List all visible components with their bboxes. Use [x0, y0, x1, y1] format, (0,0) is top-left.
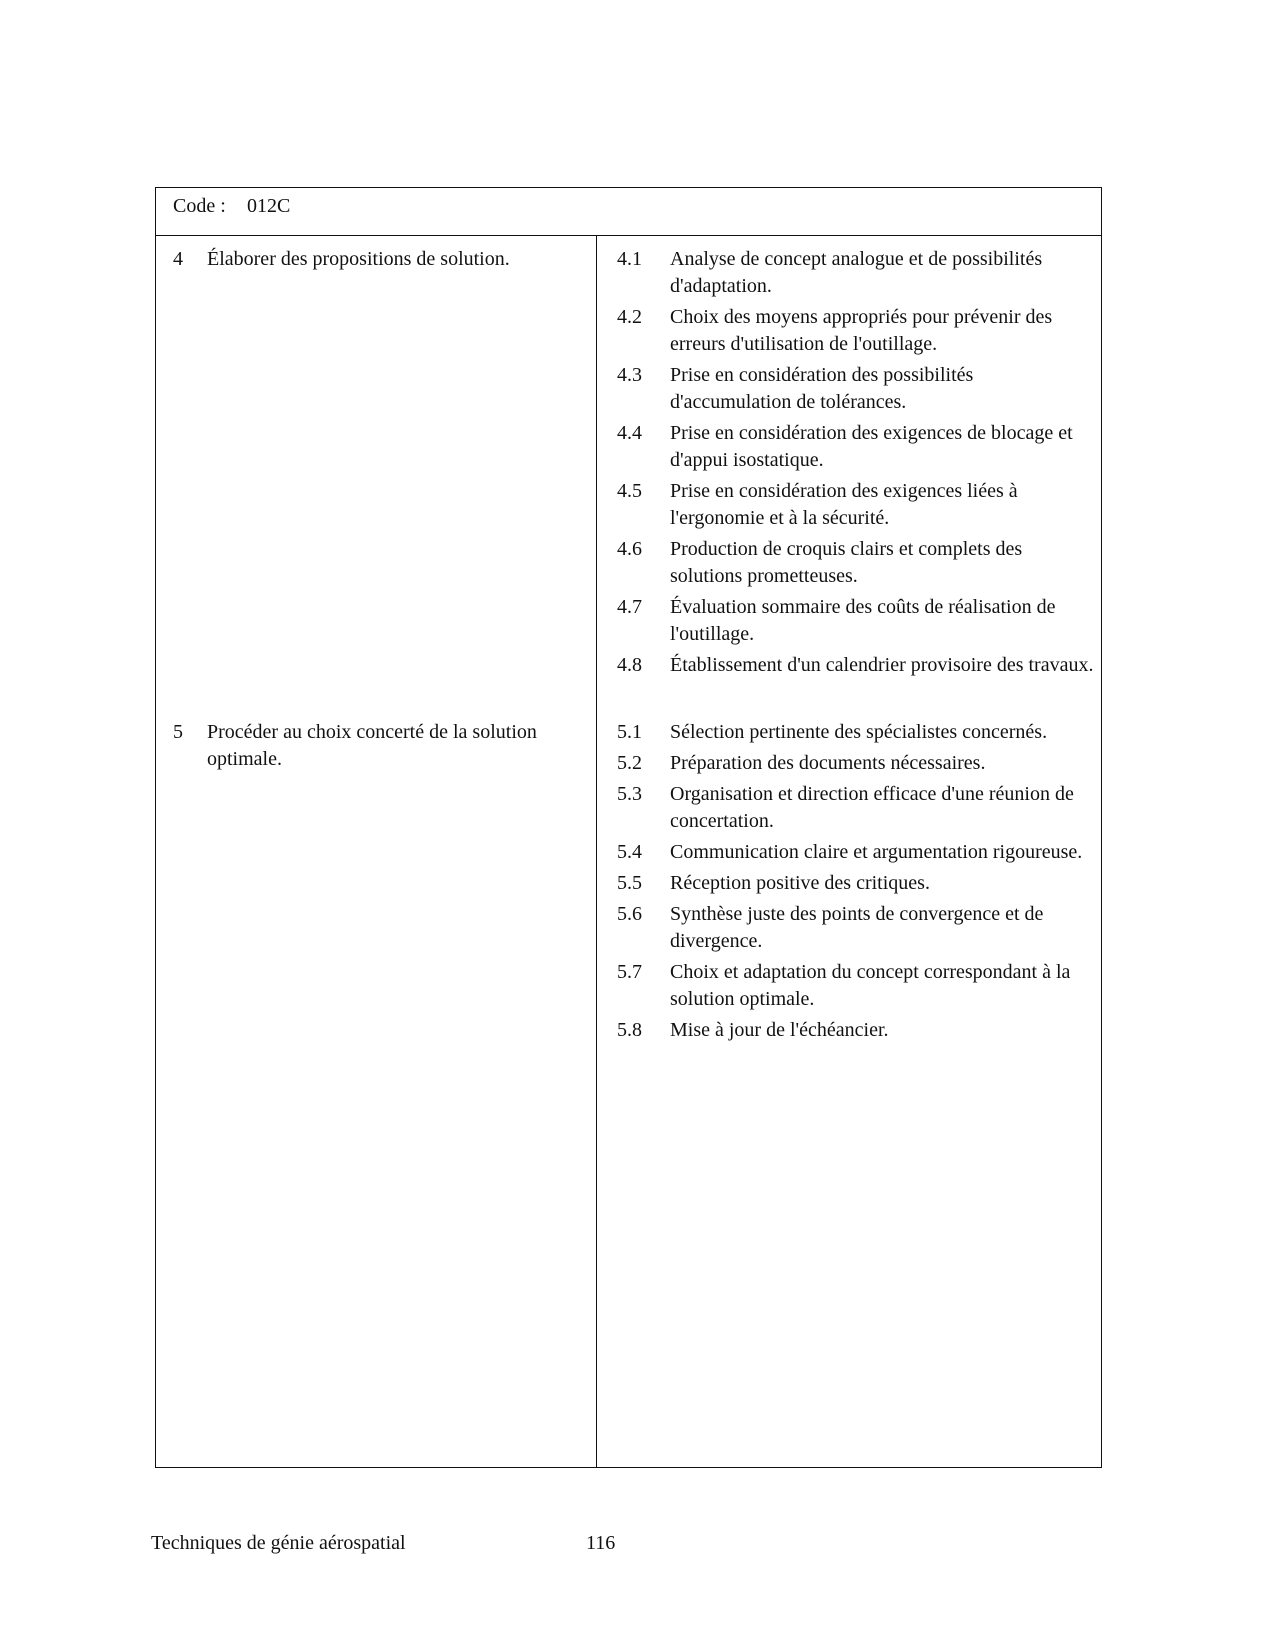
criterion-5-6	[617, 901, 1097, 955]
criterion-number: 5.7	[617, 961, 642, 983]
criterion-number: 4.1	[617, 248, 642, 270]
criterion-text: Sélection pertinente des spécialistes concernés.	[670, 721, 1048, 743]
criterion-5-3	[617, 781, 1097, 835]
criterion-number: 5.6	[617, 903, 642, 925]
criterion-4-7	[617, 594, 1097, 648]
criterion-text: Prise en considération des exigences liées à l'ergonomie et à la sécurité.	[670, 480, 1018, 529]
column-divider	[596, 236, 597, 1468]
code-label: Code :	[173, 195, 226, 217]
criterion-5-8	[617, 1017, 1097, 1044]
criterion-text: Production de croquis clairs et complets des solutions prometteuses.	[670, 538, 1023, 587]
criterion-number: 5.2	[617, 752, 642, 774]
criterion-text: Organisation et direction efficace d'une réunion de concertation.	[670, 783, 1074, 832]
criterion-text: Analyse de concept analogue et de possibilités d'adaptation.	[670, 248, 1043, 297]
criterion-number: 4.4	[617, 422, 642, 444]
criterion-number: 4.3	[617, 364, 642, 386]
criterion-4-3	[617, 362, 1097, 416]
criterion-number: 4.5	[617, 480, 642, 502]
criterion-text: Prise en considération des possibilités d'accumulation de tolérances.	[670, 364, 974, 413]
criteria-list-5	[617, 719, 1097, 1048]
criterion-number: 4.6	[617, 538, 642, 560]
code-value: 012C	[247, 195, 291, 217]
criteria-list-4	[617, 246, 1097, 683]
criterion-4-2	[617, 304, 1097, 358]
criterion-text: Réception positive des critiques.	[670, 872, 930, 894]
competency-table	[155, 187, 1102, 1468]
criterion-4-8	[617, 652, 1097, 679]
criterion-4-1	[617, 246, 1097, 300]
element-number: 4	[173, 248, 183, 270]
criterion-5-7	[617, 959, 1097, 1013]
element-text: Procéder au choix concerté de la solution optimale.	[207, 721, 537, 770]
criterion-4-5	[617, 478, 1097, 532]
criterion-number: 5.3	[617, 783, 642, 805]
criterion-text: Choix des moyens appropriés pour prévenir des erreurs d'utilisation de l'outillage.	[670, 306, 1053, 355]
criterion-text: Établissement d'un calendrier provisoire des travaux.	[670, 654, 1094, 676]
footer-page-number: 116	[586, 1532, 616, 1554]
criterion-number: 4.8	[617, 654, 642, 676]
criterion-number: 5.5	[617, 872, 642, 894]
footer-program-name: Techniques de génie aérospatial	[151, 1532, 406, 1554]
criterion-text: Évaluation sommaire des coûts de réalisation de l'outillage.	[670, 596, 1056, 645]
criterion-text: Prise en considération des exigences de blocage et d'appui isostatique.	[670, 422, 1073, 471]
criterion-4-6	[617, 536, 1097, 590]
criterion-text: Communication claire et argumentation rigoureuse.	[670, 841, 1083, 863]
criterion-number: 4.7	[617, 596, 642, 618]
criterion-text: Choix et adaptation du concept correspondant à la solution optimale.	[670, 961, 1071, 1010]
element-number: 5	[173, 721, 183, 743]
criterion-number: 5.1	[617, 721, 642, 743]
criterion-number: 5.4	[617, 841, 642, 863]
code-row	[156, 188, 1101, 236]
criterion-5-4	[617, 839, 1097, 866]
element-text: Élaborer des propositions de solution.	[207, 248, 510, 270]
criterion-number: 4.2	[617, 306, 642, 328]
criterion-text: Synthèse juste des points de convergence et de divergence.	[670, 903, 1044, 952]
criterion-text: Mise à jour de l'échéancier.	[670, 1019, 889, 1041]
criterion-5-5	[617, 870, 1097, 897]
criterion-5-2	[617, 750, 1097, 777]
criterion-4-4	[617, 420, 1097, 474]
criterion-text: Préparation des documents nécessaires.	[670, 752, 986, 774]
criterion-number: 5.8	[617, 1019, 642, 1041]
criterion-5-1	[617, 719, 1097, 746]
